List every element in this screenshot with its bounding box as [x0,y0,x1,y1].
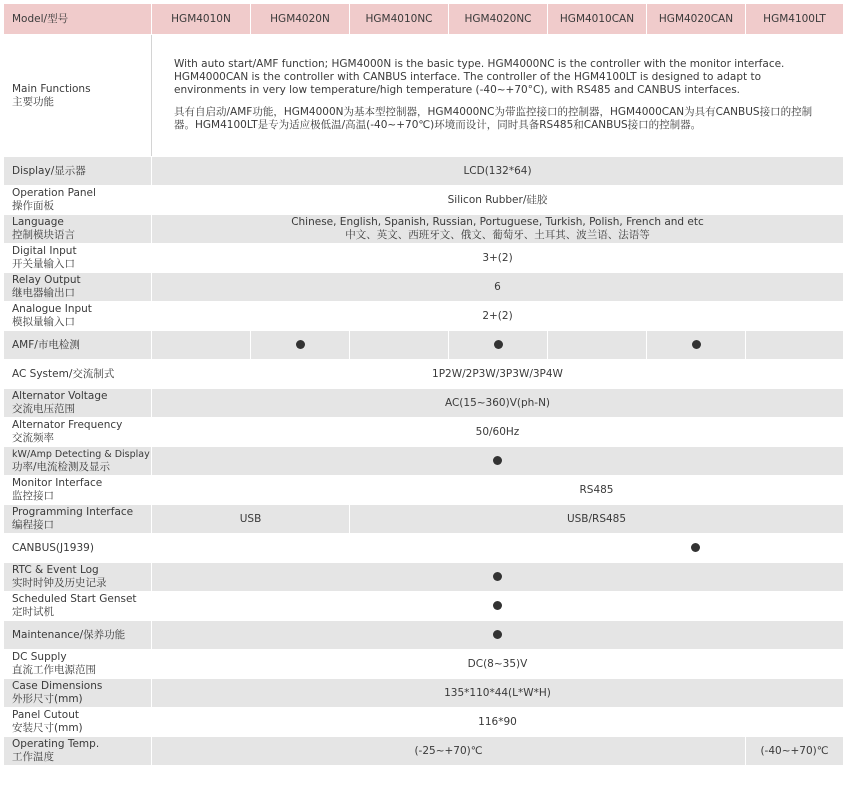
row-programming-interface [4,505,844,534]
display-value: LCD(132*64) [152,157,844,186]
label-en: Digital Input [12,245,77,257]
supported-dot-icon [691,543,700,552]
canbus-empty [152,534,548,563]
supported-dot-icon [296,340,305,349]
supported-dot-icon [493,456,502,465]
row-kw-amp [4,447,844,476]
label-en: Alternator Frequency [12,419,123,431]
rtc-value [152,563,844,592]
digital-input-label [4,244,152,273]
alternator-frequency-value: 50/60Hz [152,418,844,447]
model-hgm4010n: HGM4010N [152,4,251,35]
label-cn: 交流频率 [12,432,54,444]
model-hgm4010nc: HGM4010NC [350,4,449,35]
header-row [4,4,844,35]
label-en: Monitor Interface [12,477,103,489]
operating-temp-left: (-25~+70)℃ [152,737,746,766]
canbus-label: CANBUS(J1939) [4,534,152,563]
row-relay-output [4,273,844,302]
operation-panel-label [4,186,152,215]
language-value-en: Chinese, English, Spanish, Russian, Portuguese, Turkish, Polish, French and etc [291,216,704,228]
row-main-functions [4,35,844,157]
model-hgm4100lt: HGM4100LT [746,4,844,35]
dc-supply-label [4,650,152,679]
row-analogue-input [4,302,844,331]
supported-dot-icon [692,340,701,349]
model-hgm4010can: HGM4010CAN [548,4,647,35]
dc-supply-value: DC(8~35)V [152,650,844,679]
label-cn: 交流电压范围 [12,403,75,415]
label-en: Operation Panel [12,187,96,199]
label-en: Language [12,216,64,228]
label-cn: 继电器输出口 [12,287,75,299]
supported-dot-icon [493,630,502,639]
label-en: DC Supply [12,651,67,663]
alternator-voltage-value: AC(15~360)V(ph-N) [152,389,844,418]
label-en: Programming Interface [12,506,134,518]
scheduled-start-label [4,592,152,621]
row-dc-supply [4,650,844,679]
label-en: RTC & Event Log [12,564,99,576]
row-monitor-interface [4,476,844,505]
amf-label: AMF/市电检测 [4,331,152,360]
case-dimensions-value: 135*110*44(L*W*H) [152,679,844,708]
analogue-input-value: 2+(2) [152,302,844,331]
main-functions-cn: 具有自启动/AMF功能，HGM4000N为基本型控制器，HGM4000NC为带监控接口的控制器，HGM4000CAN为具有CANBUS接口的控制器。HGM4100LT是专为适应极低温/高温(-40~+70℃)环境而设计，同时具备RS485和CANBUS接口的控制器。 [174,105,813,131]
operating-temp-right: (-40~+70)℃ [746,737,844,766]
row-scheduled-start [4,592,844,621]
language-label [4,215,152,244]
label-cn: 安装尺寸(mm) [12,722,83,734]
label-cn: 监控接口 [12,490,54,502]
monitor-interface-label [4,476,152,505]
amf-cell [647,331,746,360]
amf-cell [350,331,449,360]
scheduled-start-value [152,592,844,621]
amf-cell [548,331,647,360]
model-label: Model/型号 [4,4,152,35]
maintenance-value [152,621,844,650]
label-en: Main Functions [12,82,91,95]
canbus-value [548,534,844,563]
model-hgm4020nc: HGM4020NC [449,4,548,35]
label-cn: 控制模块语言 [12,229,75,241]
row-case-dimensions [4,679,844,708]
main-functions-text [152,35,844,157]
programming-interface-left: USB [152,505,350,534]
row-ac-system [4,360,844,389]
programming-interface-label [4,505,152,534]
label-en: Analogue Input [12,303,92,315]
row-digital-input [4,244,844,273]
row-alternator-frequency [4,418,844,447]
label-cn: 功率/电流检测及显示 [12,460,111,473]
label-cn: 操作面板 [12,200,54,212]
label-cn: 模拟量输入口 [12,316,75,328]
amf-cell [251,331,350,360]
alternator-voltage-label [4,389,152,418]
label-cn: 直流工作电源范围 [12,664,96,676]
digital-input-value: 3+(2) [152,244,844,273]
spec-table [3,3,844,766]
ac-system-label: AC System/交流制式 [4,360,152,389]
label-cn: 主要功能 [12,95,54,108]
main-functions-en: With auto start/AMF function; HGM4000N is the basic type. HGM4000NC is the controller with the monitor interface. HGM4000CAN is the controller with CANBUS interface. The controller of the HGM4100LT is designed to adapt to environments in very low temperature/high temperature (-40~+70°C), with RS485 and CANBUS interfaces. [174,57,785,96]
row-amf [4,331,844,360]
monitor-interface-empty [152,476,350,505]
model-hgm4020can: HGM4020CAN [647,4,746,35]
case-dimensions-label [4,679,152,708]
label-cn: 实时时钟及历史记录 [12,577,107,589]
kw-amp-value [152,447,844,476]
label-en: Relay Output [12,274,81,286]
model-hgm4020n: HGM4020N [251,4,350,35]
programming-interface-right: USB/RS485 [350,505,844,534]
supported-dot-icon [493,572,502,581]
row-operating-temp [4,737,844,766]
analogue-input-label [4,302,152,331]
label-cn: 定时试机 [12,606,54,618]
main-functions-label [4,35,152,157]
language-value-cn: 中文、英文、西班牙文、俄文、葡萄牙、土耳其、波兰语、法语等 [345,229,650,241]
label-en: Case Dimensions [12,680,103,692]
language-value [152,215,844,244]
row-language [4,215,844,244]
row-maintenance [4,621,844,650]
kw-amp-label [4,447,152,476]
row-alternator-voltage [4,389,844,418]
label-cn: 编程接口 [12,519,54,531]
ac-system-value: 1P2W/2P3W/3P3W/3P4W [152,360,844,389]
label-en: Operating Temp. [12,738,100,750]
rtc-label [4,563,152,592]
label-en: Alternator Voltage [12,390,108,402]
maintenance-label: Maintenance/保养功能 [4,621,152,650]
row-canbus [4,534,844,563]
amf-cell [449,331,548,360]
row-display [4,157,844,186]
row-operation-panel [4,186,844,215]
label-en: Scheduled Start Genset [12,593,137,605]
display-label: Display/显示器 [4,157,152,186]
relay-output-value: 6 [152,273,844,302]
amf-cell [152,331,251,360]
row-panel-cutout [4,708,844,737]
label-cn: 开关量输入口 [12,258,75,270]
row-rtc [4,563,844,592]
label-cn: 工作温度 [12,751,54,763]
panel-cutout-label [4,708,152,737]
label-en: kW/Amp Detecting & Display [12,448,150,460]
operating-temp-label [4,737,152,766]
alternator-frequency-label [4,418,152,447]
operation-panel-value: Silicon Rubber/硅胶 [152,186,844,215]
relay-output-label [4,273,152,302]
label-cn: 外形尺寸(mm) [12,693,83,705]
label-en: Panel Cutout [12,709,79,721]
amf-cell [746,331,844,360]
supported-dot-icon [493,601,502,610]
supported-dot-icon [494,340,503,349]
panel-cutout-value: 116*90 [152,708,844,737]
monitor-interface-value: RS485 [350,476,844,505]
